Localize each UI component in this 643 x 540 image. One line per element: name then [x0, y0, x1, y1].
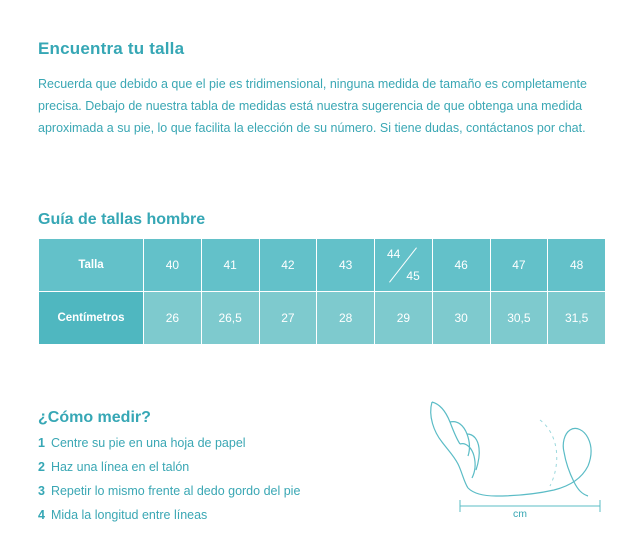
size-cell-40: 40 — [144, 239, 202, 292]
size-cell-41: 41 — [201, 239, 259, 292]
cm-cell-4: 29 — [375, 292, 433, 345]
size-cell-45: 45 — [406, 269, 420, 283]
size-cell-43: 43 — [317, 239, 375, 292]
size-cell-44: 44 — [387, 247, 401, 261]
row-header-centimetros: Centímetros — [39, 292, 144, 345]
size-cell-47: 47 — [490, 239, 548, 292]
step-number: 2 — [38, 460, 45, 474]
list-item — [38, 504, 418, 526]
size-table — [38, 238, 606, 345]
page-title: Encuentra tu talla — [38, 39, 185, 59]
size-cell-46: 46 — [432, 239, 490, 292]
intro-paragraph: Recuerda que debido a que el pie es tridimensional, ninguna medida de tamaño es completamente precisa. Debajo de nuestra tabla de medidas está nuestra sugerencia de que obtenga una medida aproximada a su pie, lo que facilita la elección de su número. Si tiene dudas, contáctanos por chat. — [38, 76, 587, 135]
unit-label: cm — [513, 508, 527, 520]
cm-cell-6: 30,5 — [490, 292, 548, 345]
cm-cell-7: 31,5 — [548, 292, 606, 345]
cm-cell-3: 28 — [317, 292, 375, 345]
cm-cell-2: 27 — [259, 292, 317, 345]
step-number: 4 — [38, 508, 45, 522]
list-item — [38, 480, 418, 502]
list-item — [38, 432, 418, 454]
step-number: 3 — [38, 484, 45, 498]
step-text: Mida la longitud entre líneas — [50, 508, 208, 522]
how-to-measure-heading: ¿Cómo medir? — [38, 409, 151, 427]
size-cell-44-45 — [375, 239, 433, 292]
foot-illustration — [420, 390, 620, 530]
step-text: Centre su pie en una hoja de papel — [50, 436, 246, 450]
size-cell-42: 42 — [259, 239, 317, 292]
cm-cell-5: 30 — [432, 292, 490, 345]
list-item — [38, 456, 418, 478]
step-number: 1 — [38, 436, 45, 450]
row-header-talla: Talla — [39, 239, 144, 292]
cm-cell-1: 26,5 — [201, 292, 259, 345]
steps-list — [38, 432, 418, 528]
step-text: Haz una línea en el talón — [50, 460, 190, 474]
table-row — [39, 239, 606, 292]
size-guide-heading: Guía de tallas hombre — [38, 211, 206, 229]
size-cell-48: 48 — [548, 239, 606, 292]
table-row — [39, 292, 606, 345]
cm-cell-0: 26 — [144, 292, 202, 345]
step-text: Repetir lo mismo frente al dedo gordo del pie — [50, 484, 301, 498]
